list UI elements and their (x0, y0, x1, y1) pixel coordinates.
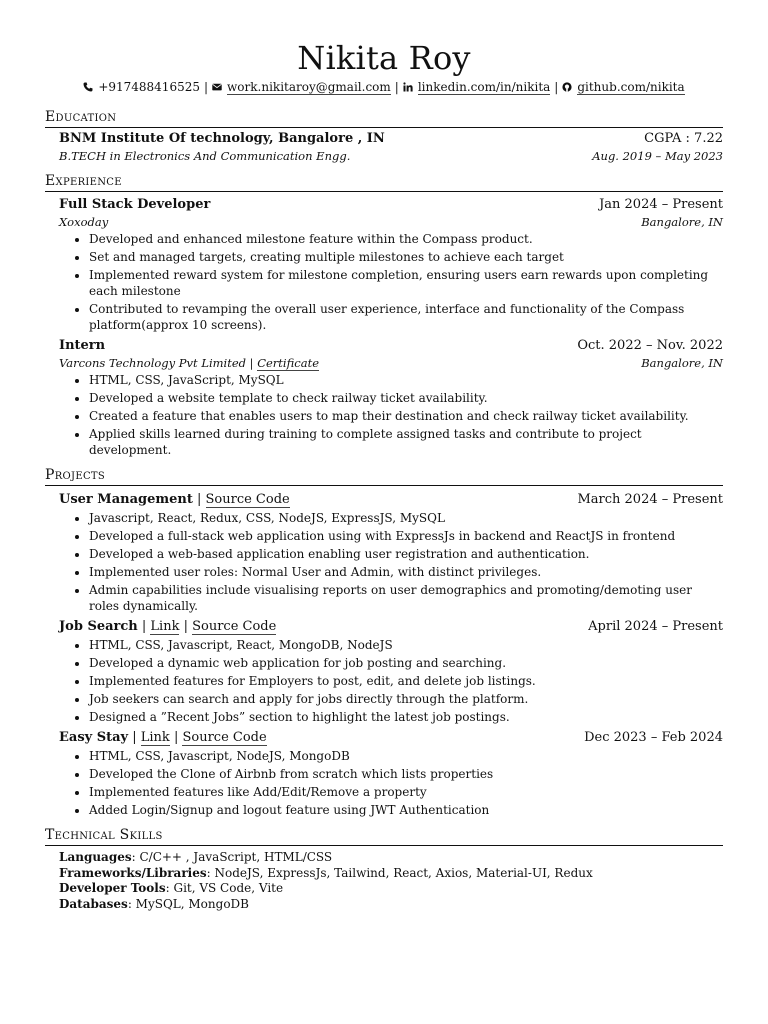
linkedin-icon (403, 82, 413, 92)
list-item: • Developed and enhanced milestone feature within the Compass product. (89, 231, 723, 247)
list-item: • Developed a web-based application enabling user registration and authentication. (89, 546, 723, 562)
contact-line: +917488416525 | work.nikitaroy@gmail.com | linkedin.com/in/nikita | github.com/nikita (45, 79, 723, 95)
job-location: Bangalore, IN (641, 356, 723, 370)
list-item: • Set and managed targets, creating multiple milestones to achieve each target (89, 249, 723, 265)
skill-values: Git, VS Code, Vite (173, 881, 284, 895)
project-link[interactable]: Link (140, 730, 170, 745)
project-dates: April 2024 – Present (588, 619, 723, 634)
skill-values: C/C++ , JavaScript, HTML/CSS (139, 850, 333, 864)
project-entry: Easy Stay | Link | Source Code Dec 2023 – Feb 2024 • HTML, CSS, Javascript, NodeJS, MongoDB • Developed the Clone of Airbnb from scratch which lists properties • Implemented features like Add/Edit/Remove a property • Added Login/Signup and logout feature using JWT Authentication (59, 729, 723, 818)
candidate-name: Nikita Roy (297, 39, 471, 77)
project-dates: March 2024 – Present (577, 492, 723, 507)
skills-row: Languages: C/C++ , JavaScript, HTML/CSS (59, 850, 333, 864)
job-role: Full Stack Developer (59, 197, 211, 212)
list-item: • Javascript, React, Redux, CSS, NodeJS, ExpressJS, MySQL (89, 510, 723, 526)
list-item: • Added Login/Signup and logout feature using JWT Authentication (89, 802, 723, 818)
project-bullets (59, 637, 723, 725)
section-title-experience: Experience (45, 172, 723, 192)
list-item: • Developed the Clone of Airbnb from scratch which lists properties (89, 766, 723, 782)
list-item: • Job seekers can search and apply for jobs directly through the platform. (89, 691, 723, 707)
list-item: • Developed a full-stack web application using with ExpressJs in backend and ReactJS in frontend (89, 528, 723, 544)
list-item: • Implemented reward system for milestone completion, ensuring users earn rewards upon completing each milestone (89, 267, 723, 299)
job-dates: Jan 2024 – Present (599, 197, 723, 212)
list-item: • Developed a website template to check railway ticket availability. (89, 390, 723, 406)
source-code-link[interactable]: Source Code (182, 730, 267, 745)
skill-category: Developer Tools (59, 881, 166, 895)
certificate-link[interactable]: Certificate (257, 356, 319, 370)
list-item: • Contributed to revamping the overall user experience, interface and functionality of the Compass platform(approx 10 screens). (89, 301, 723, 333)
school-name: BNM Institute Of technology, Bangalore , IN (59, 131, 385, 146)
company-name: Varcons Technology Pvt Limited (59, 356, 247, 370)
skills-row: Frameworks/Libraries: NodeJS, ExpressJs, Tailwind, React, Axios, Material-UI, Redux (59, 865, 593, 880)
job-entry (59, 196, 723, 333)
list-item: • Designed a ”Recent Jobs” section to highlight the latest job postings. (89, 709, 723, 725)
education-dates: Aug. 2019 – May 2023 (592, 149, 723, 163)
skill-values: MySQL, MongoDB (135, 896, 249, 911)
list-item: • Implemented features for Employers to post, edit, and delete job listings. (89, 673, 723, 689)
github-icon (562, 82, 572, 92)
envelope-icon (212, 82, 222, 92)
source-code-link[interactable]: Source Code (192, 619, 277, 634)
skills-list (59, 850, 723, 912)
email-link[interactable]: work.nikitaroy@gmail.com (227, 80, 391, 94)
section-title-projects: Projects (45, 466, 723, 486)
degree: B.TECH in Electronics And Communication Engg. (59, 149, 351, 163)
skill-category: Languages (59, 850, 132, 864)
project-name: Easy Stay (59, 730, 129, 745)
job-entry: Intern Oct. 2022 – Nov. 2022 Varcons Technology Pvt Limited | Certificate Bangalore, IN • HTML, CSS, JavaScript, MySQL • Developed a website template to check railway ticket availability. • Created a feature that enables users to map their destination and check railway ticket availability. • Applied skills learned during training to complete assigned tasks and contribute to project development. (59, 337, 723, 458)
job-role: Intern (59, 338, 106, 353)
list-item: • Implemented user roles: Normal User and Admin, with distinct privileges. (89, 564, 723, 580)
list-item: • Developed a dynamic web application for job posting and searching. (89, 655, 723, 671)
list-item: • Admin capabilities include visualising reports on user demographics and promoting/demoting user roles dynamically. (89, 582, 723, 614)
github-link[interactable]: github.com/nikita (577, 80, 685, 94)
job-bullets (59, 372, 723, 458)
job-location: Bangalore, IN (641, 215, 723, 229)
phone-icon (83, 82, 93, 92)
project-entry: Job Search | Link | Source Code April 2024 – Present • HTML, CSS, Javascript, React, MongoDB, NodeJS • Developed a dynamic web application for job posting and searching. • Implemented features for Employers to post, edit, and delete job listings. • Job seekers can search and apply for jobs directly through the platform. • Designed a ”Recent Jobs” section to highlight the latest job postings. (59, 618, 723, 725)
list-item: • Created a feature that enables users to map their destination and check railway ticket availability. (89, 408, 723, 424)
cgpa: CGPA : 7.22 (644, 131, 723, 146)
skills-row: Developer Tools: Git, VS Code, Vite (59, 881, 284, 895)
phone-number: +917488416525 (98, 80, 200, 94)
list-item: • HTML, CSS, JavaScript, MySQL (89, 372, 723, 388)
project-bullets (59, 748, 723, 818)
project-bullets (59, 510, 723, 614)
education-entry (59, 130, 723, 164)
list-item: • Implemented features like Add/Edit/Remove a property (89, 784, 723, 800)
linkedin-link[interactable]: linkedin.com/in/nikita (417, 80, 551, 94)
skills-row: Databases: MySQL, MongoDB (59, 896, 249, 911)
job-dates: Oct. 2022 – Nov. 2022 (577, 338, 723, 353)
project-name: User Management (59, 492, 193, 507)
list-item: • HTML, CSS, Javascript, React, MongoDB, NodeJS (89, 637, 723, 653)
job-bullets (59, 231, 723, 333)
resume-page (45, 0, 723, 912)
section-title-skills: Technical Skills (45, 826, 723, 846)
project-entry: User Management | Source Code March 2024 – Present • Javascript, React, Redux, CSS, NodeJS, ExpressJS, MySQL • Developed a full-stack web application using with ExpressJs in backend and ReactJS in frontend • Developed a web-based application enabling user registration and authentication. • Implemented user roles: Normal User and Admin, with distinct privileges. • Admin capabilities include visualising reports on user demographics and promoting/demoting user roles dynamically. (59, 491, 723, 614)
list-item: • HTML, CSS, Javascript, NodeJS, MongoDB (89, 748, 723, 764)
project-dates: Dec 2023 – Feb 2024 (584, 730, 723, 745)
project-link[interactable]: Link (150, 619, 180, 634)
section-title-education: Education (45, 108, 723, 128)
source-code-link[interactable]: Source Code (205, 492, 290, 507)
company-name: Xoxoday (59, 215, 109, 229)
skill-category: Databases (59, 896, 128, 911)
skill-category: Frameworks/Libraries (59, 865, 207, 880)
skill-values: NodeJS, ExpressJs, Tailwind, React, Axios, Material-UI, Redux (214, 865, 593, 880)
project-name: Job Search (59, 619, 138, 634)
list-item: • Applied skills learned during training to complete assigned tasks and contribute to project development. (89, 426, 723, 458)
